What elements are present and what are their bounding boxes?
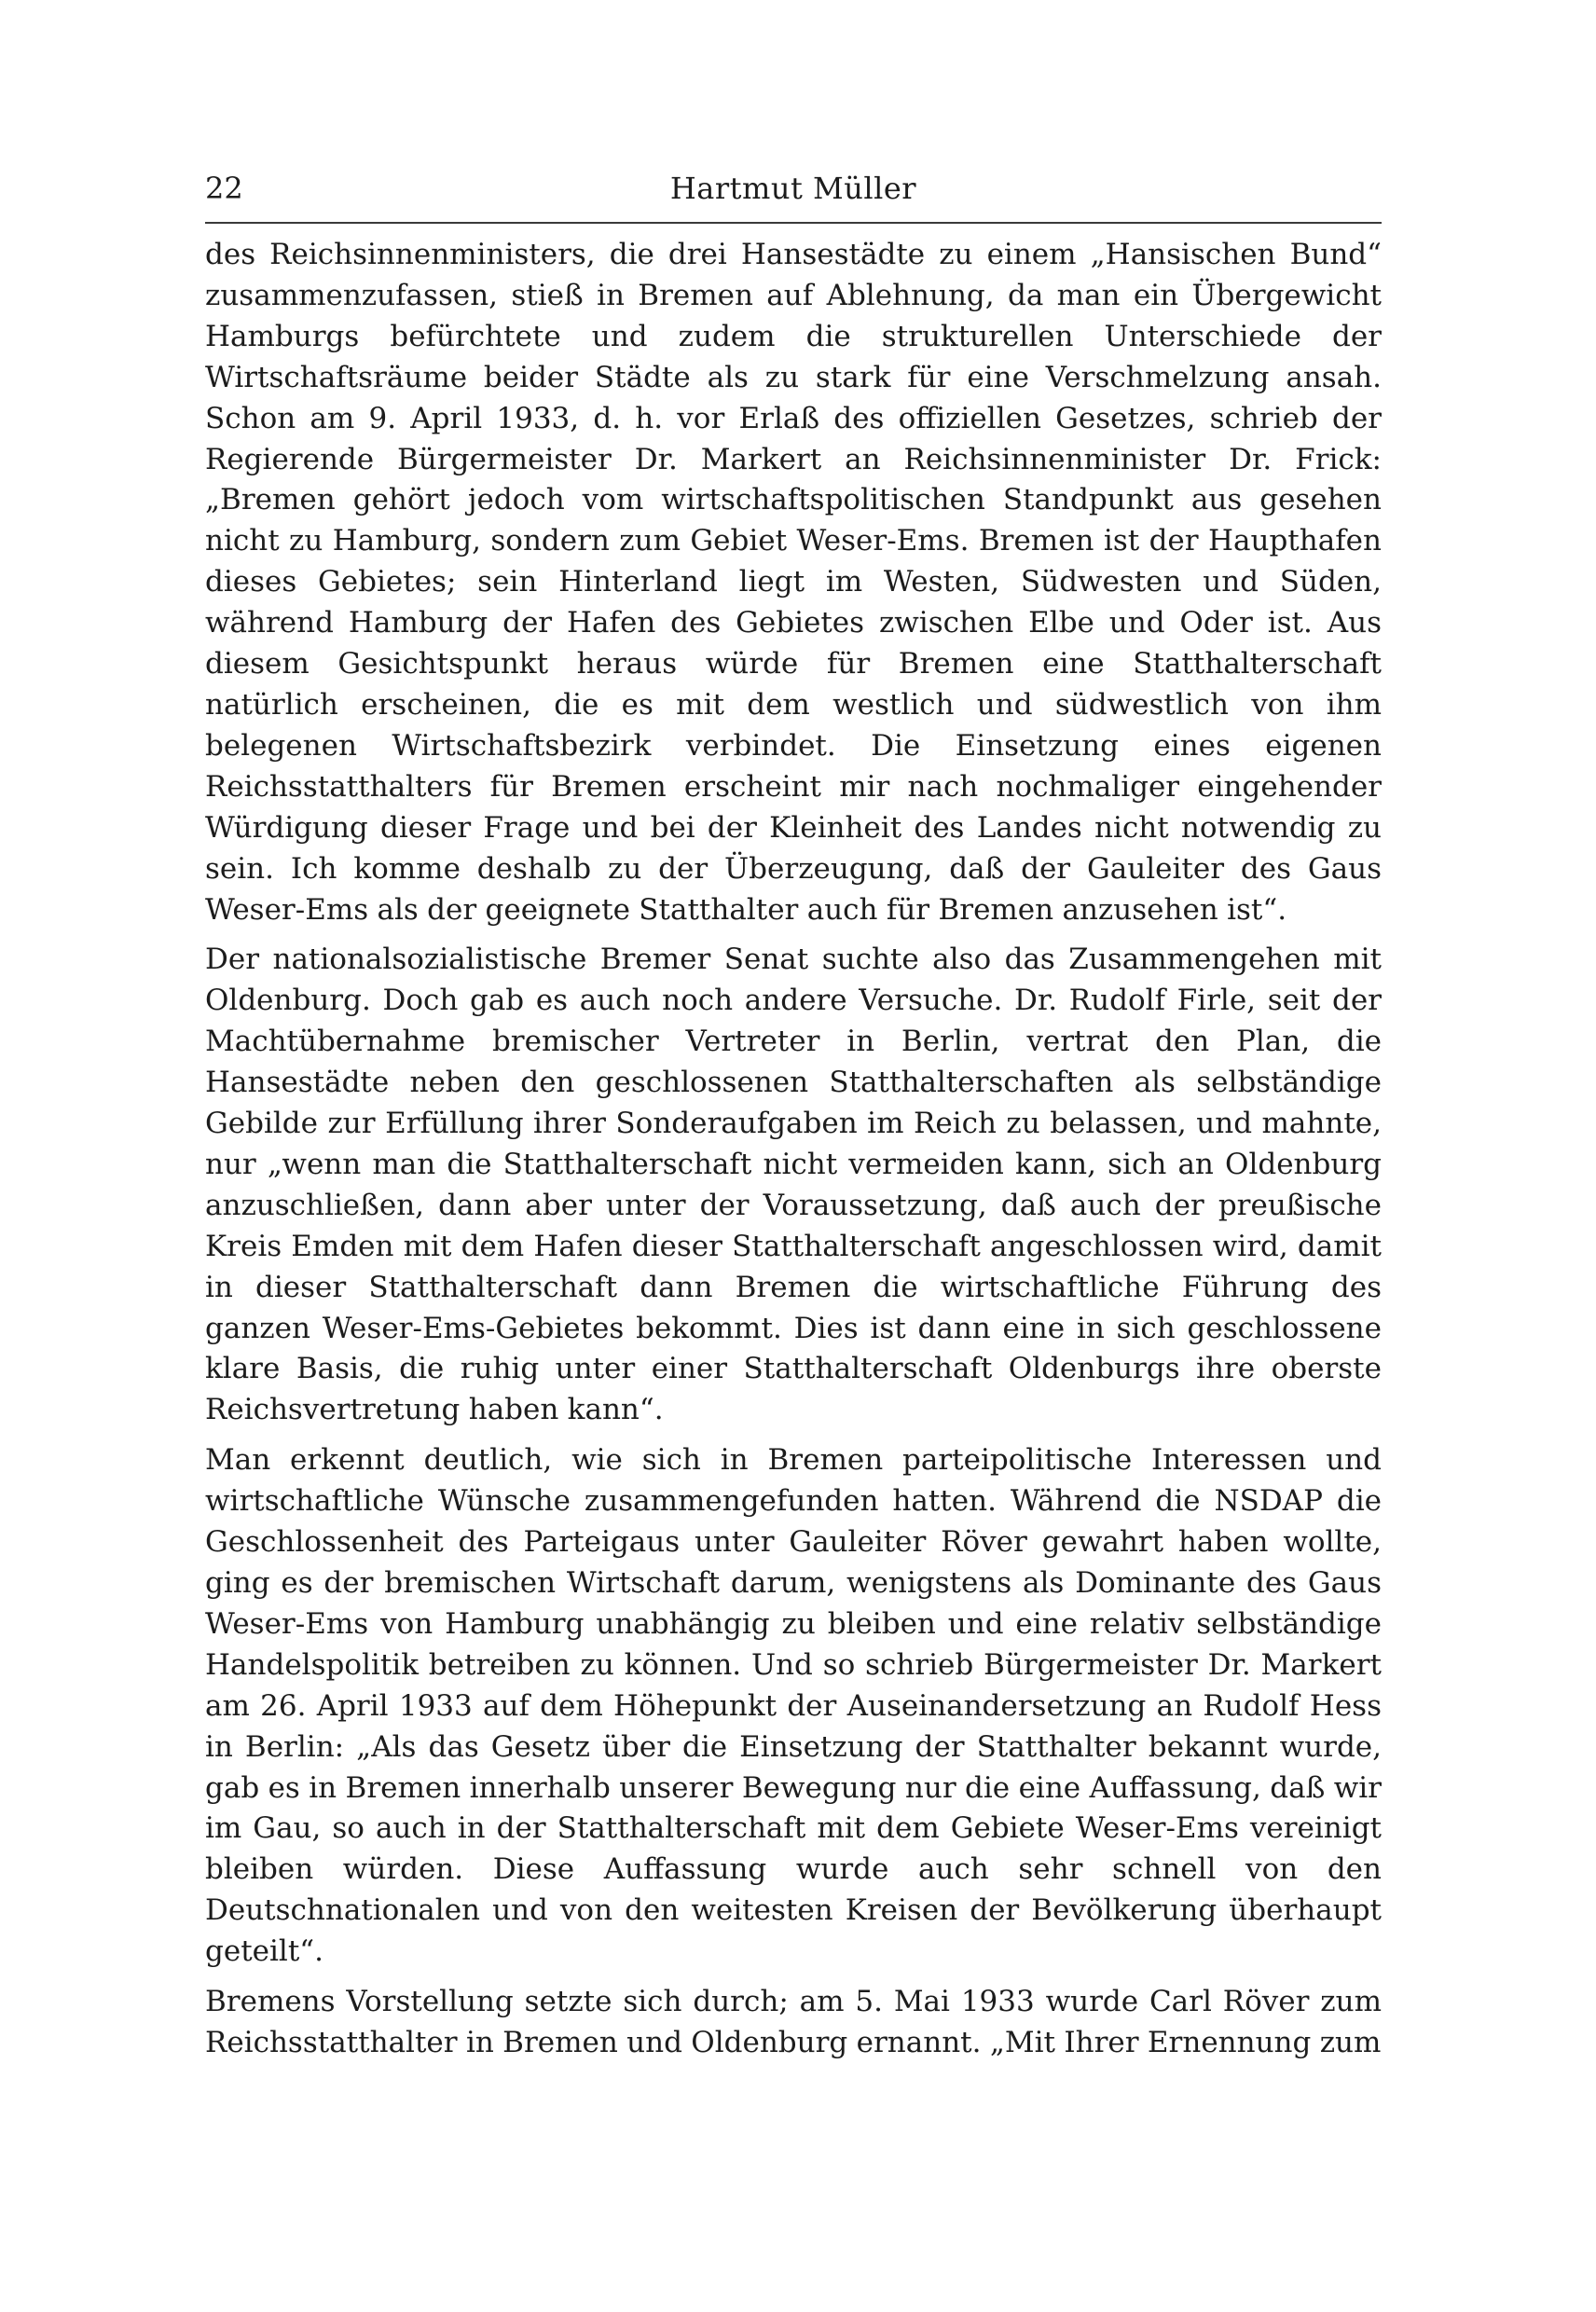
paragraph-4: Bremens Vorstellung setzte sich durch; am 5. Mai 1933 wurde Carl Röver zum Reichsstatthalter in Bremen und Oldenburg ernannt. „Mit Ihrer Ernennung zum [205,1985,1382,2059]
paragraph-1: des Reichsinnenministers, die drei Hansestädte zu einem „Hansischen Bund“ zusammenzufassen, stieß in Bremen auf Ablehnung, da man ein Übergewicht Hamburgs befürchtete und zudem die strukturellen Unterschiede der Wirtschaftsräume beider Städte als zu stark für eine Verschmelzung ansah. Schon am 9. April 1933, d. h. vor Erlaß des offiziellen Gesetzes, schrieb der Regierende Bürgermeister Dr. Markert an Reichsinnenminister Dr. Frick: „Bremen gehört jedoch vom wirtschaftspolitischen Standpunkt aus gesehen nicht zu Hamburg, sondern zum Gebiet Weser-Ems. Bremen ist der Haupthafen dieses Gebietes; sein Hinterland liegt im Westen, Südwesten und Süden, während Hamburg der Hafen des Gebietes zwischen Elbe und Oder ist. Aus diesem Gesichtspunkt heraus würde für Bremen eine Statthalterschaft natürlich erscheinen, die es mit dem westlich und südwestlich von ihm belegenen Wirtschaftsbezirk verbindet. Die Einsetzung eines eigenen Reichsstatthalters für Bremen erscheint mir nach nochmaliger eingehender Würdigung dieser Frage und bei der Kleinheit des Landes nicht notwendig zu sein. Ich komme deshalb zu der Überzeugung, daß der Gauleiter des Gaus Weser-Ems als der geeignete Statthalter auch für Bremen anzusehen ist“. [205,238,1382,927]
paragraph-2: Der nationalsozialistische Bremer Senat suchte also das Zusammengehen mit Oldenburg. Doch gab es auch noch andere Versuche. Dr. Rudolf Firle, seit der Machtübernahme bremischer Vertreter in Berlin, vertrat den Plan, die Hansestädte neben den geschlossenen Statthalterschaften als selbständige Gebilde zur Erfüllung ihrer Sonderaufgaben im Reich zu belassen, und mahnte, nur „wenn man die Statthalterschaft nicht vermeiden kann, sich an Oldenburg anzuschließen, dann aber unter der Voraussetzung, daß auch der preußische Kreis Emden mit dem Hafen dieser Statthalterschaft angeschlossen wird, damit in dieser Statthalterschaft dann Bremen die wirtschaftliche Führung des ganzen Weser-Ems-Gebietes bekommt. Dies ist dann eine in sich geschlossene klare Basis, die ruhig unter einer Statthalterschaft Oldenburgs ihre oberste Reichsvertretung haben kann“. [205,943,1382,1427]
running-header [205,166,1382,224]
body-text [205,235,1382,2073]
paragraph-3: Man erkennt deutlich, wie sich in Bremen parteipolitische Interessen und wirtschaftliche Wünsche zusammengefunden hatten. Während die NSDAP die Geschlossenheit des Parteigaus unter Gauleiter Röver gewahrt haben wollte, ging es der bremischen Wirtschaft darum, wenigstens als Dominante des Gaus Weser-Ems von Hamburg unabhängig zu bleiben und eine relativ selbständige Handelspolitik betreiben zu können. Und so schrieb Bürgermeister Dr. Markert am 26. April 1933 auf dem Höhepunkt der Auseinandersetzung an Rudolf Hess in Berlin: „Als das Gesetz über die Einsetzung der Statthalter bekannt wurde, gab es in Bremen innerhalb unserer Bewegung nur die eine Auffassung, daß wir im Gau, so auch in der Statthalterschaft mit dem Gebiete Weser-Ems vereinigt bleiben würden. Diese Auffassung wurde auch sehr schnell von den Deutschnationalen und von den weitesten Kreisen der Bevölkerung überhaupt geteilt“. [205,1443,1382,1969]
page-number: 22 [205,171,243,206]
running-title: Hartmut Müller [669,171,917,206]
